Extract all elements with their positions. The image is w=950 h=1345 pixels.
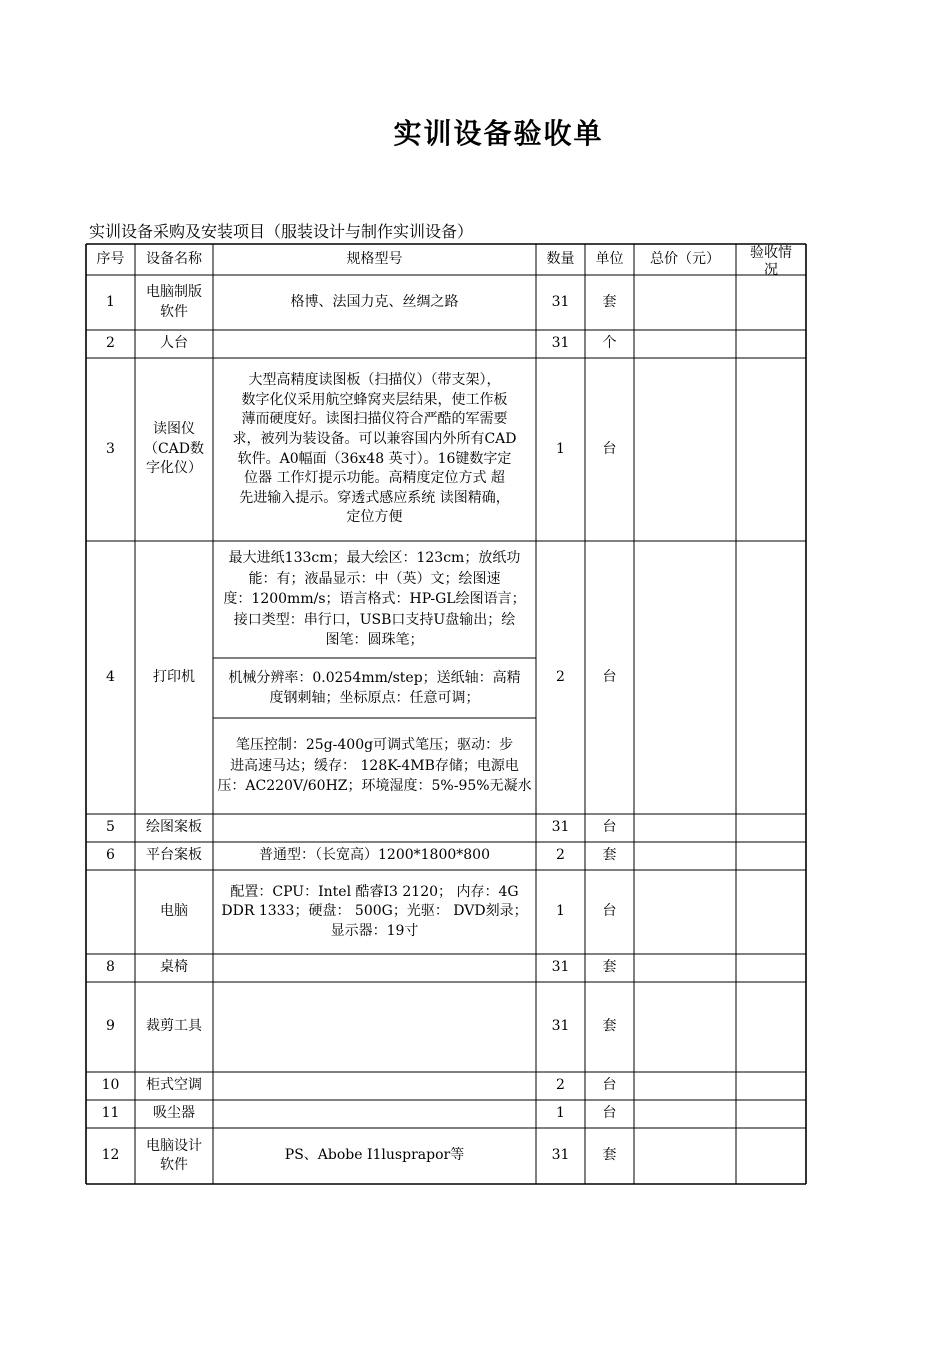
row-status-cell bbox=[736, 1128, 806, 1184]
spec-cell bbox=[213, 718, 536, 814]
header-no bbox=[86, 244, 135, 275]
header-unit bbox=[585, 244, 634, 275]
row-unit-cell-text: 台 bbox=[602, 1077, 617, 1094]
row-qty-cell-text: 31 bbox=[551, 959, 570, 976]
row-qty-cell bbox=[536, 954, 585, 982]
row-qty-cell bbox=[536, 842, 585, 870]
spec-cell-text: 机械分辨率：0.0254mm/step；送纸轴：高精 度钢刺轴；坐标原点：任意可调； bbox=[228, 669, 521, 706]
row-qty-cell bbox=[536, 814, 585, 842]
row-total-cell bbox=[634, 982, 736, 1072]
row-no-cell bbox=[86, 541, 135, 814]
row-unit-cell bbox=[585, 541, 634, 814]
spec-cell bbox=[213, 330, 536, 358]
row-no-cell bbox=[86, 954, 135, 982]
row-no-cell bbox=[86, 842, 135, 870]
row-unit-cell-text: 套 bbox=[602, 959, 617, 976]
row-unit-cell-text: 台 bbox=[602, 819, 617, 836]
row-name-cell-text: 电脑设计 软件 bbox=[146, 1137, 202, 1173]
row-name-cell bbox=[135, 842, 213, 870]
row-unit-cell-text: 台 bbox=[602, 668, 617, 685]
row-qty-cell bbox=[536, 1100, 585, 1128]
header-status bbox=[736, 244, 806, 278]
spec-cell-text: 普通型：（长宽高）1200*1800*800 bbox=[259, 847, 490, 864]
header-total-text: 总价（元） bbox=[650, 250, 720, 267]
row-unit-cell bbox=[585, 1100, 634, 1128]
row-total-cell bbox=[634, 870, 736, 954]
row-no-cell bbox=[86, 358, 135, 541]
row-unit-cell-text: 套 bbox=[602, 293, 617, 310]
header-qty bbox=[536, 244, 585, 275]
row-qty-cell bbox=[536, 1128, 585, 1184]
row-no-cell-text: 8 bbox=[106, 959, 115, 976]
spec-cell-text: 大型高精度读图板（扫描仪）（带支架）， 数字化仪采用航空蜂窝夹层结果，使工作板 薄而硬度好。读图扫描仪符合严酷的军需要 求，被列为装设备。可以兼容国内外所有CAD 软件。A0幅面（36x48 英寸）。16键数字定 位器 工作灯提示功能。高精度定位方式 超 先进输入提示。穿透式感应系统 读图精确， 定位方便 bbox=[232, 372, 517, 526]
row-total-cell bbox=[634, 358, 736, 541]
header-total bbox=[634, 244, 736, 275]
row-qty-cell bbox=[536, 1072, 585, 1100]
row-total-cell bbox=[634, 330, 736, 358]
row-no-cell-text: 2 bbox=[106, 335, 115, 352]
row-qty-cell-text: 2 bbox=[556, 668, 565, 685]
header-spec bbox=[213, 244, 536, 275]
row-total-cell bbox=[634, 541, 736, 814]
row-qty-cell-text: 31 bbox=[551, 293, 570, 310]
row-name-cell bbox=[135, 814, 213, 842]
row-qty-cell bbox=[536, 870, 585, 954]
row-qty-cell-text: 2 bbox=[556, 847, 565, 864]
row-qty-cell bbox=[536, 982, 585, 1072]
row-unit-cell bbox=[585, 358, 634, 541]
row-name-cell-text: 电脑制版 软件 bbox=[146, 284, 202, 320]
row-unit-cell bbox=[585, 330, 634, 358]
row-no-cell bbox=[86, 1128, 135, 1184]
row-no-cell bbox=[86, 330, 135, 358]
row-no-cell-text: 11 bbox=[101, 1105, 120, 1122]
header-name-text: 设备名称 bbox=[146, 250, 202, 267]
row-name-cell-text: 人台 bbox=[160, 335, 188, 352]
row-name-cell bbox=[135, 275, 213, 330]
header-status-text: 验收情 况 bbox=[750, 245, 792, 278]
row-no-cell bbox=[86, 814, 135, 842]
spec-cell bbox=[213, 1072, 536, 1100]
row-total-cell bbox=[634, 814, 736, 842]
row-unit-cell bbox=[585, 870, 634, 954]
row-qty-cell-text: 31 bbox=[551, 335, 570, 352]
row-name-cell bbox=[135, 954, 213, 982]
spec-cell bbox=[213, 870, 536, 954]
spec-cell bbox=[213, 1100, 536, 1128]
row-unit-cell-text: 套 bbox=[602, 1018, 617, 1035]
row-total-cell bbox=[634, 1128, 736, 1184]
row-no-cell bbox=[86, 982, 135, 1072]
row-unit-cell bbox=[585, 954, 634, 982]
row-no-cell-text: 4 bbox=[106, 668, 115, 685]
spec-cell bbox=[213, 814, 536, 842]
row-unit-cell bbox=[585, 842, 634, 870]
header-unit-text: 单位 bbox=[595, 250, 624, 267]
spec-cell bbox=[213, 275, 536, 330]
row-status-cell bbox=[736, 870, 806, 954]
row-name-cell-text: 打印机 bbox=[153, 668, 195, 685]
row-no-cell-text: 9 bbox=[106, 1018, 115, 1035]
row-name-cell-text: 读图仪 （CAD数 字化仪） bbox=[143, 421, 205, 477]
row-name-cell bbox=[135, 982, 213, 1072]
row-qty-cell bbox=[536, 358, 585, 541]
spec-cell bbox=[213, 541, 536, 658]
row-total-cell bbox=[634, 1100, 736, 1128]
row-qty-cell-text: 1 bbox=[556, 440, 565, 457]
row-qty-cell-text: 31 bbox=[551, 1018, 570, 1035]
row-name-cell bbox=[135, 1100, 213, 1128]
row-name-cell-text: 电脑 bbox=[160, 903, 188, 920]
row-total-cell bbox=[634, 954, 736, 982]
row-name-cell bbox=[135, 1072, 213, 1100]
row-unit-cell bbox=[585, 814, 634, 842]
row-name-cell bbox=[135, 870, 213, 954]
table-subtitle: 实训设备采购及安装项目（服装设计与制作实训设备） bbox=[89, 222, 474, 241]
row-unit-cell-text: 套 bbox=[602, 847, 617, 864]
row-qty-cell-text: 1 bbox=[556, 1105, 565, 1122]
spec-cell bbox=[213, 982, 536, 1072]
row-status-cell bbox=[736, 541, 806, 814]
row-status-cell bbox=[736, 358, 806, 541]
row-unit-cell bbox=[585, 982, 634, 1072]
row-total-cell bbox=[634, 275, 736, 330]
row-status-cell bbox=[736, 330, 806, 358]
spec-cell bbox=[213, 842, 536, 870]
row-qty-cell-text: 31 bbox=[551, 819, 570, 836]
row-unit-cell-text: 台 bbox=[602, 440, 617, 457]
spec-cell-text: 格博、法国力克、丝绸之路 bbox=[290, 293, 459, 310]
row-no-cell-text: 10 bbox=[101, 1077, 120, 1094]
spec-cell bbox=[213, 954, 536, 982]
row-qty-cell bbox=[536, 330, 585, 358]
header-name bbox=[135, 244, 213, 275]
row-name-cell-text: 柜式空调 bbox=[146, 1077, 202, 1094]
row-name-cell-text: 绘图案板 bbox=[146, 819, 202, 836]
row-status-cell bbox=[736, 982, 806, 1072]
spec-cell-text: 笔压控制：25g-400g可调式笔压；驱动：步 进高速马达；缓存： 128K-4MB存储；电源电 压：AC220V/60HZ；环境湿度：5%-95%无凝水 bbox=[217, 737, 532, 795]
row-no-cell bbox=[86, 1072, 135, 1100]
spec-cell bbox=[213, 658, 536, 718]
row-name-cell-text: 平台案板 bbox=[146, 847, 202, 864]
row-status-cell bbox=[736, 954, 806, 982]
row-no-cell bbox=[86, 870, 135, 954]
row-total-cell bbox=[634, 1072, 736, 1100]
row-no-cell-text: 5 bbox=[106, 819, 115, 836]
row-unit-cell bbox=[585, 1072, 634, 1100]
row-no-cell bbox=[86, 275, 135, 330]
row-name-cell bbox=[135, 541, 213, 814]
row-unit-cell-text: 台 bbox=[602, 1105, 617, 1122]
header-qty-text: 数量 bbox=[546, 250, 575, 267]
row-qty-cell-text: 1 bbox=[556, 903, 565, 920]
row-total-cell bbox=[634, 842, 736, 870]
spec-cell-text: 最大进纸133cm；最大绘区：123cm；放纸功 能：有；液晶显示：中（英）文；绘图速 度：1200mm/s；语言格式：HP-GL绘图语言； 接口类型：串行口，USB口支持U盘输出；绘 图笔：圆珠笔； bbox=[223, 550, 526, 649]
row-no-cell bbox=[86, 1100, 135, 1128]
row-status-cell bbox=[736, 275, 806, 330]
row-unit-cell-text: 套 bbox=[602, 1147, 617, 1164]
row-name-cell-text: 裁剪工具 bbox=[146, 1018, 202, 1035]
row-qty-cell bbox=[536, 541, 585, 814]
row-no-cell-text: 1 bbox=[106, 293, 115, 310]
row-status-cell bbox=[736, 842, 806, 870]
row-status-cell bbox=[736, 1072, 806, 1100]
row-status-cell bbox=[736, 1100, 806, 1128]
header-spec-text: 规格型号 bbox=[346, 250, 403, 267]
row-no-cell-text: 6 bbox=[106, 847, 115, 864]
row-name-cell-text: 吸尘器 bbox=[153, 1105, 195, 1122]
row-unit-cell-text: 个 bbox=[602, 335, 617, 352]
row-unit-cell bbox=[585, 275, 634, 330]
row-name-cell bbox=[135, 358, 213, 541]
row-name-cell bbox=[135, 330, 213, 358]
spec-cell-text: PS、Abobe I1lusprapor等 bbox=[284, 1147, 465, 1164]
row-no-cell-text: 12 bbox=[101, 1147, 120, 1164]
row-name-cell bbox=[135, 1128, 213, 1184]
spec-cell bbox=[213, 1128, 536, 1184]
row-qty-cell bbox=[536, 275, 585, 330]
spec-cell-text: 配置：CPU：Intel 酷睿I3 2120； 内存：4G DDR 1333；硬盘： 500G；光驱： DVD刻录； 显示器：19寸 bbox=[221, 883, 528, 939]
spec-cell bbox=[213, 358, 536, 541]
row-no-cell-text: 3 bbox=[106, 440, 115, 457]
row-unit-cell-text: 台 bbox=[602, 903, 617, 920]
row-qty-cell-text: 31 bbox=[551, 1147, 570, 1164]
page-title: 实训设备验收单 bbox=[393, 117, 604, 150]
row-qty-cell-text: 2 bbox=[556, 1077, 565, 1094]
row-name-cell-text: 桌椅 bbox=[160, 959, 188, 976]
row-unit-cell bbox=[585, 1128, 634, 1184]
row-status-cell bbox=[736, 814, 806, 842]
header-no-text: 序号 bbox=[96, 250, 125, 267]
